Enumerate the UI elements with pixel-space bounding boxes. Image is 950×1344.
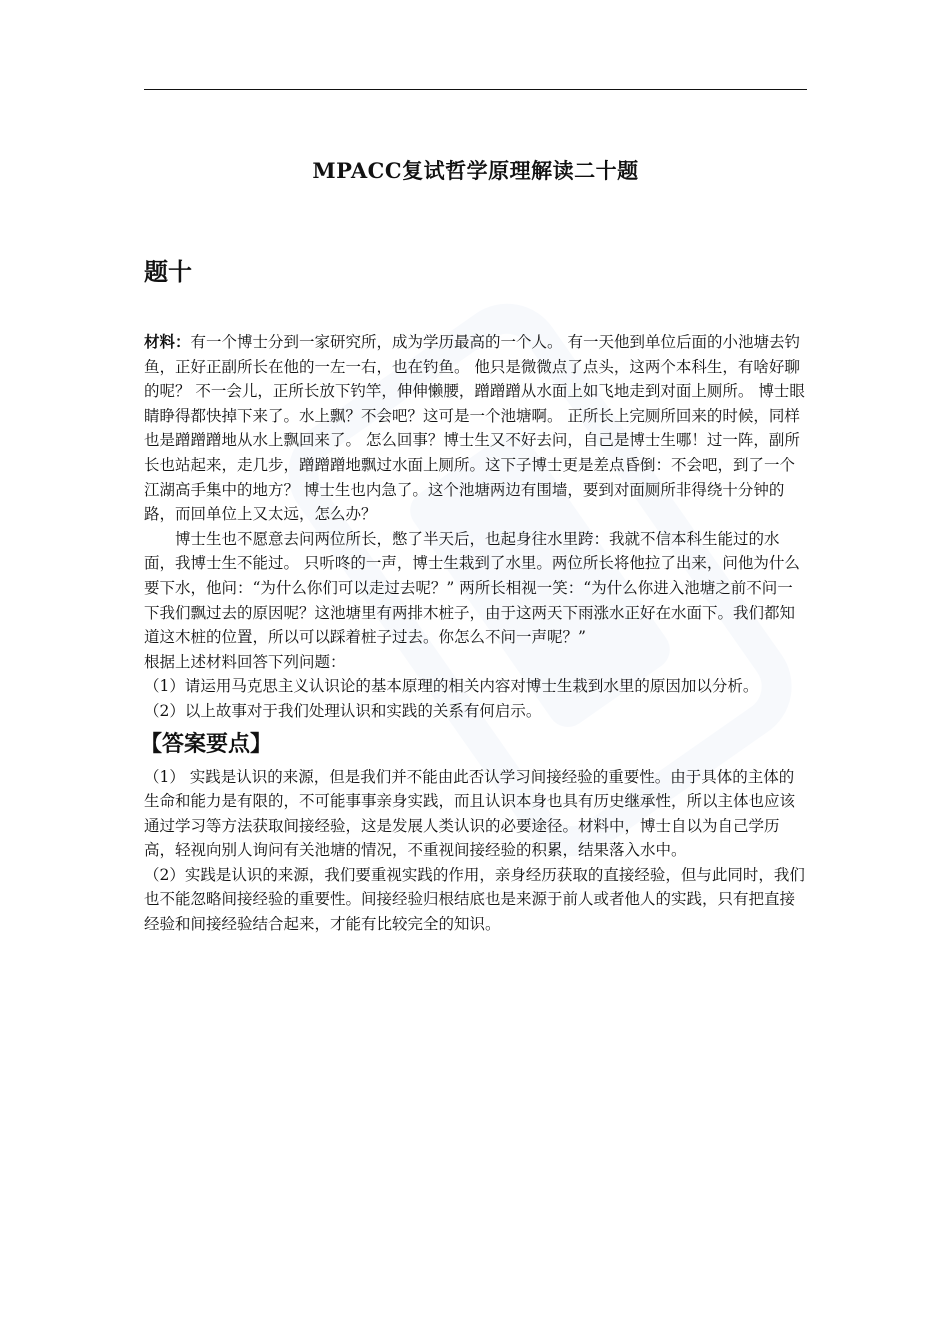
document-body [140,330,808,937]
section-heading: 题十 [144,257,192,286]
answer-heading: 【答案要点】 [140,730,273,757]
document-title: MPACC复试哲学原理解读二十题 [312,158,639,183]
header-rule [144,89,807,90]
question-2: （2）以上故事对于我们处理认识和实践的关系有何启示。 [144,701,542,720]
material-text: 有一个博士分到一家研究所，成为学历最高的一个人。 有一天他到单位后面的小池塘去钓鱼，正好正副所长在他的一左一右，也在钓鱼。 他只是微微点了点头，这两个本科生，有啥好聊的呢？ 不一会儿，正所长放下钓竿，伸伸懒腰，蹭蹭蹭从水面上如飞地走到对面上厕所。 博士眼睛睁得都快掉下来了。水上飘？不会吧？这可是一个池塘啊。 正所长上完厕所回来的时候，同样也是蹭蹭蹭地从水上飘回来了。 怎么回事？博士生又不好去问，自己是博士生哪！过一阵，副所长也站起来，走几步，蹭蹭蹭地飘过水面上厕所。这下子博士更是差点昏倒：不会吧，到了一个江湖高手集中的地方？ 博士生也内急了。这个池塘两边有围墙，要到对面厕所非得绕十分钟的路，而回单位上又太远，怎么办？ [144,333,805,524]
material-paragraph-2: 博士生也不愿意去问两位所长，憋了半天后，也起身往水里跨：我就不信本科生能过的水面，我博士生不能过。 只听咚的一声，博士生栽到了水里。两位所长将他拉了出来，问他为什么要下水，他问：“为什么你们可以走过去呢？” 两所长相视一笑：“为什么你进入池塘之前不问一下我们飘过去的原因呢？这池塘里有两排木桩子，由于这两天下雨涨水正好在水面下。我们都知道这木桩的位置，所以可以踩着桩子过去。你怎么不问一声呢？” [144,529,800,647]
answer-1: （1） 实践是认识的来源，但是我们并不能由此否认学习间接经验的重要性。由于具体的主体的生命和能力是有限的，不可能事事亲身实践，而且认识本身也具有历史继承性，所以主体也应该通过学习等方法获取间接经验，这是发展人类认识的必要途径。材料中，博士自以为自己学历高，轻视向别人询问有关池塘的情况，不重视间接经验的积累，结果落入水中。 [144,767,796,860]
question-prompt: 根据上述材料回答下列问题： [144,652,346,671]
material-paragraph [144,330,808,527]
question-1: （1）请运用马克思主义认识论的基本原理的相关内容对博士生栽到水里的原因加以分析。 [144,677,759,696]
answer-2: （2）实践是认识的来源，我们要重视实践的作用，亲身经历获取的直接经验，但与此同时，我们也不能忽略间接经验的重要性。间接经验归根结底也是来源于前人或者他人的实践，只有把直接经验和间接经验结合起来，才能有比较完全的知识。 [144,865,805,934]
material-label: 材料： [144,332,191,351]
